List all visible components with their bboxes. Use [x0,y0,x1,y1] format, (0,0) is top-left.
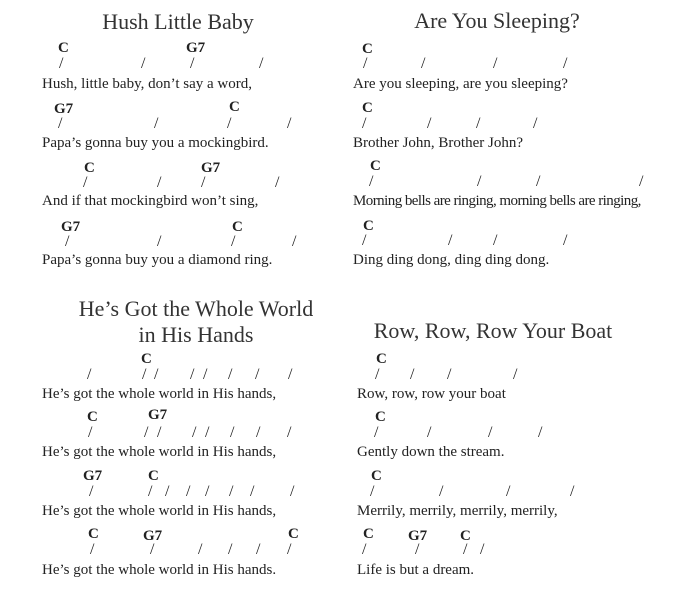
beat-slash: / [227,115,232,132]
chord-label: C [229,99,240,115]
beat-slash: / [142,366,147,383]
chord-label: C [58,40,69,56]
beat-slash: / [256,424,261,441]
chord-label: C [363,218,374,234]
chord-label: C [371,468,382,484]
beat-slash: / [157,233,162,250]
beat-slash: / [275,174,280,191]
beat-slash: / [288,366,293,383]
beat-slash: / [362,115,367,132]
lyric-line: Morning bells are ringing, morning bells are ringing, [353,193,641,209]
lyric-line: Life is but a dream. [357,562,475,578]
beat-slash: / [480,541,485,558]
chord-label: C [141,351,152,367]
beat-slash: / [538,424,543,441]
beat-slash: / [205,424,210,441]
beat-slash: / [374,424,379,441]
beat-slash: / [165,483,170,500]
lyric-line: He’s got the whole world in His hands, [42,386,277,402]
chord-label: C [460,528,471,544]
beat-slash: / [563,232,568,249]
chord-label: C [88,526,99,542]
lyric-line: He’s got the whole world in His hands, [42,503,277,519]
beat-slash: / [150,541,155,558]
beat-slash: / [190,366,195,383]
beat-slash: / [157,174,162,191]
beat-slash: / [370,483,375,500]
song-title-line: in His Hands [138,322,254,347]
beat-slash: / [463,541,468,558]
chord-label: G7 [143,528,163,544]
beat-slash: / [639,173,644,190]
beat-slash: / [362,541,367,558]
beat-slash: / [488,424,493,441]
lyric-line: He’s got the whole world in His hands. [42,562,277,578]
chord-label: G7 [61,219,81,235]
beat-slash: / [447,366,452,383]
chord-label: C [362,100,373,116]
lyric-line: Papa’s gonna buy you a diamond ring. [42,252,273,268]
lyric-line: Gently down the stream. [357,444,505,460]
beat-slash: / [141,55,146,72]
beat-slash: / [506,483,511,500]
beat-slash: / [59,55,64,72]
lyric-line: Merrily, merrily, merrily, merrily, [357,503,558,519]
beat-slash: / [88,424,93,441]
beat-slash: / [363,55,368,72]
beat-slash: / [563,55,568,72]
beat-slash: / [427,115,432,132]
beat-slash: / [230,424,235,441]
beat-slash: / [439,483,444,500]
beat-slash: / [369,173,374,190]
beat-slash: / [375,366,380,383]
beat-slash: / [476,115,481,132]
beat-slash: / [255,366,260,383]
chord-label: C [87,409,98,425]
beat-slash: / [87,366,92,383]
beat-slash: / [192,424,197,441]
song-title-line: He’s Got the Whole World [78,296,314,321]
beat-slash: / [186,483,191,500]
lyric-line: Papa’s gonna buy you a mockingbird. [42,135,269,151]
beat-slash: / [362,232,367,249]
beat-slash: / [201,174,206,191]
beat-slash: / [287,541,292,558]
beat-slash: / [287,424,292,441]
beat-slash: / [250,483,255,500]
lyric-line: Brother John, Brother John? [353,135,523,151]
chord-label: C [288,526,299,542]
beat-slash: / [144,424,149,441]
beat-slash: / [536,173,541,190]
chord-label: G7 [148,407,168,423]
lyric-line: And if that mockingbird won’t sing, [42,193,259,209]
beat-slash: / [205,483,210,500]
chord-label: G7 [408,528,428,544]
song-title: Hush Little Baby [102,9,254,34]
beat-slash: / [421,55,426,72]
chord-label: C [362,41,373,57]
beat-slash: / [493,55,498,72]
beat-slash: / [58,115,63,132]
chord-label: C [375,409,386,425]
beat-slash: / [90,541,95,558]
chord-label: C [148,468,159,484]
beat-slash: / [65,233,70,250]
beat-slash: / [229,483,234,500]
beat-slash: / [427,424,432,441]
lyric-line: Hush, little baby, don’t say a word, [42,76,252,92]
beat-slash: / [448,232,453,249]
beat-slash: / [287,115,292,132]
chord-label: C [376,351,387,367]
chord-label: C [363,526,374,542]
beat-slash: / [259,55,264,72]
song-title: Row, Row, Row Your Boat [373,318,613,343]
beat-slash: / [83,174,88,191]
beat-slash: / [190,55,195,72]
lyric-line: Ding ding dong, ding ding dong. [353,252,550,268]
beat-slash: / [533,115,538,132]
chord-label: G7 [54,101,74,117]
beat-slash: / [570,483,575,500]
beat-slash: / [203,366,208,383]
beat-slash: / [89,483,94,500]
beat-slash: / [292,233,297,250]
beat-slash: / [256,541,261,558]
beat-slash: / [290,483,295,500]
chord-label: G7 [201,160,221,176]
lyric-line: Are you sleeping, are you sleeping? [353,76,568,92]
song-title [50,296,342,348]
beat-slash: / [228,366,233,383]
beat-slash: / [228,541,233,558]
lyric-line: He’s got the whole world in His hands, [42,444,277,460]
chord-label: C [84,160,95,176]
beat-slash: / [198,541,203,558]
beat-slash: / [148,483,153,500]
beat-slash: / [154,366,159,383]
beat-slash: / [157,424,162,441]
song-title: Are You Sleeping? [414,8,580,33]
lyric-line: Row, row, row your boat [357,386,506,402]
chord-label: G7 [83,468,103,484]
chord-label: G7 [186,40,206,56]
beat-slash: / [410,366,415,383]
beat-slash: / [513,366,518,383]
beat-slash: / [415,541,420,558]
beat-slash: / [493,232,498,249]
chord-label: C [232,219,243,235]
beat-slash: / [231,233,236,250]
beat-slash: / [154,115,159,132]
chord-label: C [370,158,381,174]
beat-slash: / [477,173,482,190]
